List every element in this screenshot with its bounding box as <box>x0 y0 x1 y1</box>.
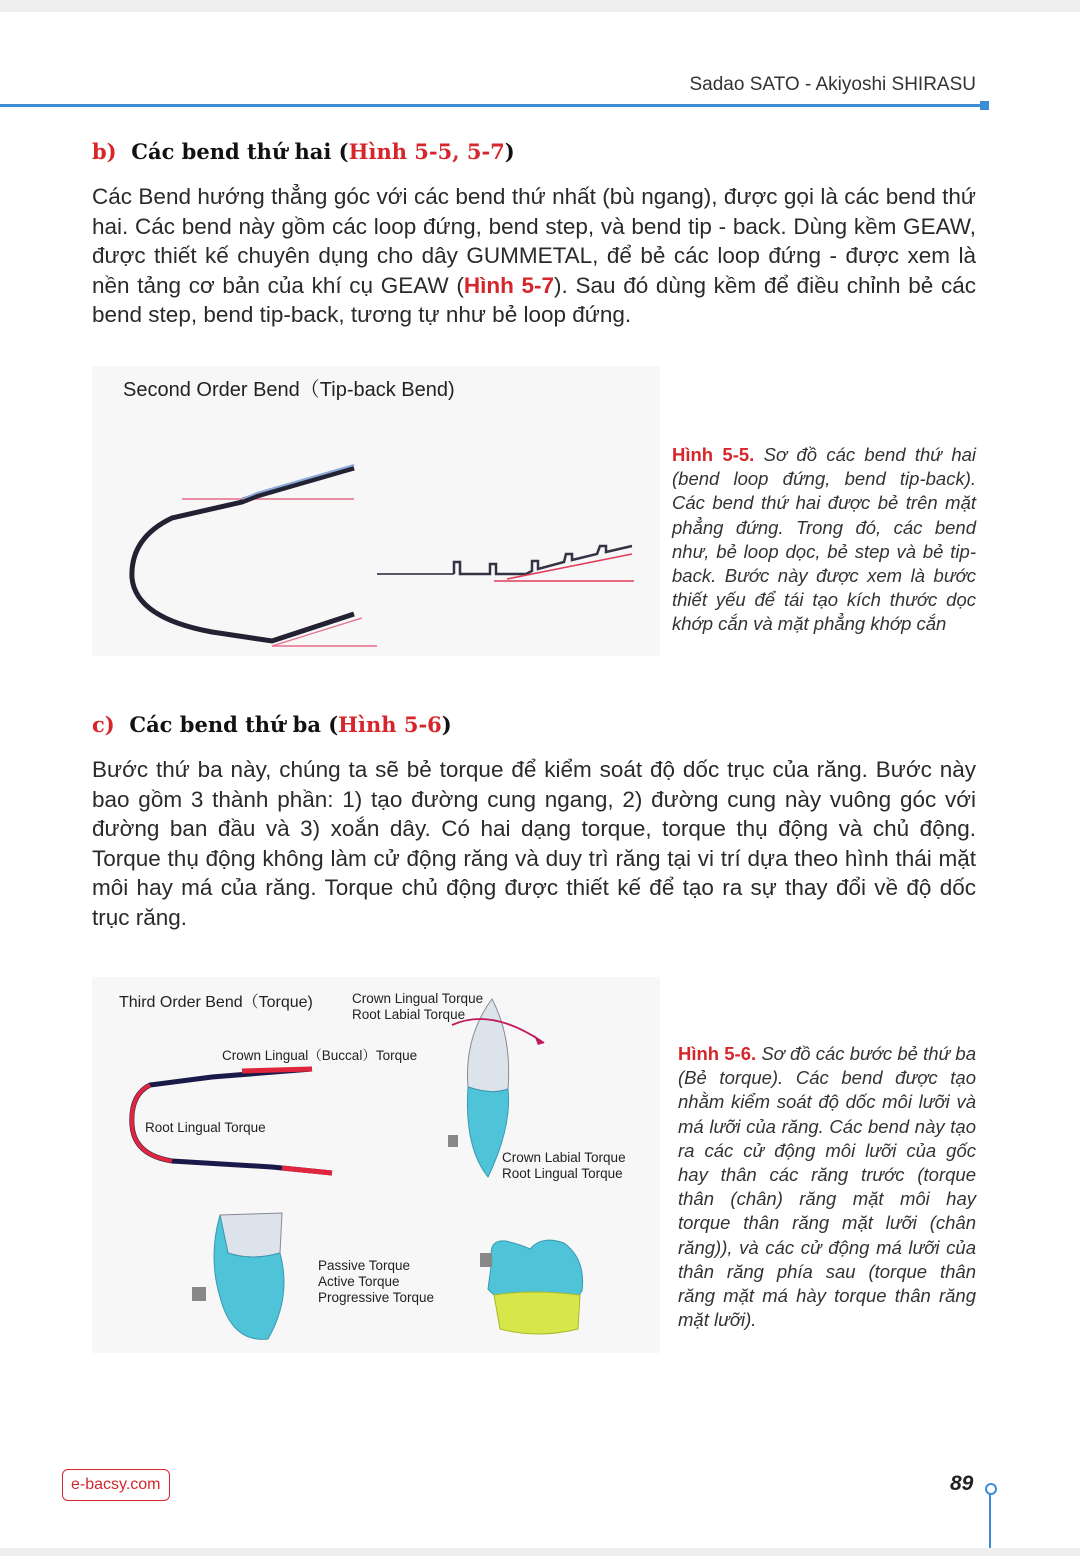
torque-wire-red-upper <box>242 1069 312 1071</box>
section-b-text-1: Các Bend hướng thẳng góc với các bend thứ nhất (bù ngang), được gọi là các bend thứ hai. Các bend này gồm các loop đứng, bend step, và bend tip - back. Dùng kềm GEAW, được thiết kế chuyên dụng cho dây GUMMETAL, để bẻ các loop đứng - được xem là nền tảng cơ bản của khí cụ GEAW ( <box>92 184 976 298</box>
section-c-label: c) <box>92 712 115 737</box>
incisor-bracket <box>448 1135 458 1147</box>
page-number: 89 <box>950 1472 974 1495</box>
section-c-ref: Hình 5-6 <box>338 712 442 737</box>
figure-5-6-caption <box>678 1042 976 1332</box>
header-rule-end-mark <box>980 101 989 110</box>
section-b-label: b) <box>92 139 117 164</box>
section-c-title: Các bend thứ ba ( <box>129 712 339 737</box>
molar-bracket <box>480 1253 492 1267</box>
section-b-text-2: ). Sau đó dùng kềm để điều chỉnh bẻ các bend step, bend tip-back, tương tự như bẻ loop đứng. <box>92 272 976 328</box>
figure-5-6-title: Third Order Bend（Torque) <box>119 994 313 1011</box>
section-b-title: Các bend thứ hai ( <box>131 139 349 164</box>
label-progressive-torque: Progressive Torque <box>318 1290 435 1305</box>
figure-5-6-caption-text: Sơ đồ các bước bẻ thứ ba (Bẻ torque). Các bend được tạo nhằm kiểm soát độ dốc môi lưỡi và má lưỡi của răng. Các bend này tạo ra các cử động môi lưỡi của gốc hay thân các răng trước (torque thân (chân) răng mặt môi hay torque thân răng mặt lưỡi (chân răng)), và các cử động má lưỡi của thân răng phía sau (torque thân răng mặt má hày torque thân răng mặt lưỡi). <box>678 1043 976 1331</box>
canine-bracket <box>192 1287 206 1301</box>
figure-5-5-title: Second Order Bend（Tip-back Bend) <box>123 379 455 401</box>
label-crown-lingual-torque: Crown Lingual Torque <box>352 991 484 1006</box>
bottom-margin-bar <box>0 1548 1080 1556</box>
section-b-paragraph <box>92 182 976 330</box>
incisor-crown <box>468 999 509 1092</box>
header-rule <box>0 104 984 107</box>
label-root-lingual-torque: Root Lingual Torque <box>145 1120 266 1135</box>
step-line-side <box>507 554 632 579</box>
section-b-heading <box>92 139 515 164</box>
figure-5-6 <box>92 977 660 1353</box>
top-margin-bar <box>0 0 1080 12</box>
section-c-close: ) <box>441 712 452 737</box>
figure-5-5-caption-text: Sơ đồ các bend thứ hai (bend loop đứng, bend tip-back). Các bend thứ hai được bẻ trên mặt phẳng đứng. Trong đó, các bend như, bẻ loop dọc, bẻ step và bẻ tip-back. Bước này được xem là bước thiết yếu để tái tạo kích thước dọc khớp cắn và mặt phẳng khớp cắn <box>672 444 977 635</box>
section-b-ref: Hình 5-5, 5-7 <box>348 139 505 164</box>
page-marker-dot <box>985 1483 997 1495</box>
section-c-heading <box>92 712 452 737</box>
figure-5-6-caption-label: Hình 5-6. <box>678 1043 757 1064</box>
label-root-lingual-torque-2: Root Lingual Torque <box>502 1166 623 1181</box>
torque-wire-red-lower <box>282 1168 332 1173</box>
label-active-torque: Active Torque <box>318 1274 400 1289</box>
label-passive-torque: Passive Torque <box>318 1258 411 1273</box>
figure-5-5-caption-label: Hình 5-5. <box>672 444 755 465</box>
section-b-text-ref: Hình 5-7 <box>463 272 555 298</box>
figure-5-5-caption <box>672 443 976 637</box>
figure-5-6-diagram <box>92 977 660 1353</box>
figure-5-5 <box>92 366 660 656</box>
figure-5-5-diagram <box>92 366 660 656</box>
canine-crown <box>220 1213 282 1257</box>
label-root-labial-torque: Root Labial Torque <box>352 1007 466 1022</box>
tipback-angle-line-lower <box>272 618 362 646</box>
section-b-close: ) <box>504 139 515 164</box>
arch-wire <box>132 468 354 641</box>
running-header: Sadao SATO - Akiyoshi SHIRASU <box>689 74 976 95</box>
section-c-paragraph: Bước thứ ba này, chúng ta sẽ bẻ torque để kiểm soát độ dốc trục của răng. Bước này bao gồm 3 thành phần: 1) tạo đường cung ngang, 2) đường cung này vuông góc với đường ban đầu và 3) xoắn dây. Có hai dạng torque, torque thụ động và chủ động. Torque thụ động không làm cử động răng và duy trì răng tại vi trí dựa theo hình thái mặt môi hay má của răng. Torque chủ động được thiết kế để tạo ra sự thay đổi về độ dốc trục răng. <box>92 757 976 930</box>
molar-root <box>494 1292 580 1334</box>
label-crown-lingual-buccal-torque: Crown Lingual（Buccal）Torque <box>222 1048 418 1063</box>
page-marker-line <box>989 1490 991 1556</box>
label-crown-labial-torque: Crown Labial Torque <box>502 1150 626 1165</box>
footer-site-link[interactable]: e-bacsy.com <box>62 1469 170 1501</box>
torque-arrow-head <box>534 1035 544 1045</box>
